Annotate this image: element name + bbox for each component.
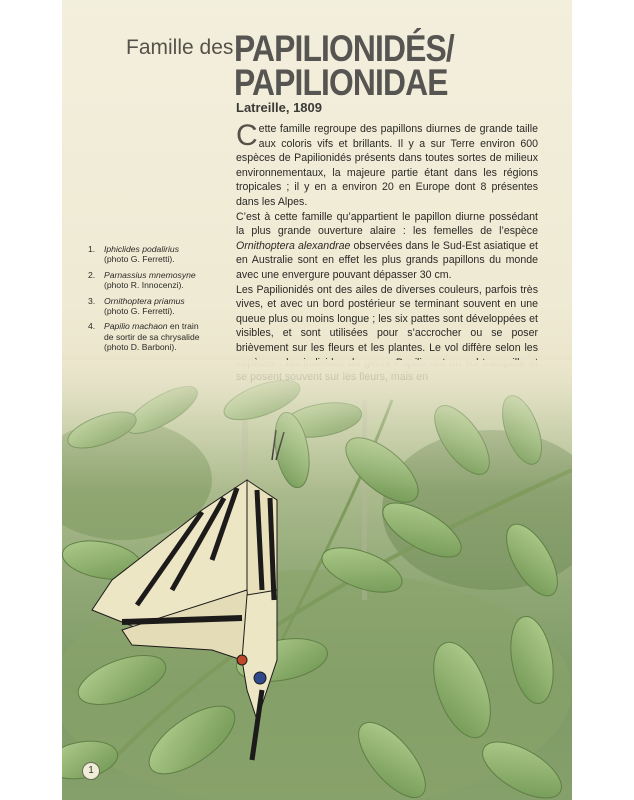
title-line-2: PAPILIONIDAE bbox=[234, 62, 448, 103]
paragraph-1-text: ette famille regroupe des papillons diurnes de grande taille aux coloris vifs et brillants. Il y a sur Terre environ 600 espèces de Papilionidés présents dans toutes sortes de milieux environnementaux, la majeure partie étant dans les régions tropicales ; il y en a environ 20 en Europe dont 8 présentes dans les Alpes. bbox=[236, 123, 538, 208]
photo-captions bbox=[88, 244, 206, 358]
butterfly-photo bbox=[62, 360, 572, 800]
page-title bbox=[234, 28, 454, 103]
family-prefix: Famille des bbox=[126, 36, 234, 59]
title-line-1: PAPILIONIDÉS/ bbox=[234, 28, 454, 69]
paragraph-3: Les Papilionidés ont des ailes de diverses couleurs, parfois très vives, et avec un bord postérieur se terminant souvent en une queue plus ou moins longue ; les six pattes sont développées et visibles, et sont utilisées pour s’accrocher ou se poser brièvement sur les fleurs et les plantes. Le vol diffère selon les bbox=[236, 283, 538, 385]
body-text bbox=[236, 119, 538, 385]
caption-item: 3. Ornithoptera priamus (photo G. Ferretti). bbox=[88, 295, 185, 317]
caption-item: 2. Parnassius mnemosyne (photo R. Innocenzi). bbox=[88, 269, 196, 291]
species-name: Ornithoptera alexandrae bbox=[236, 239, 351, 252]
paragraph-1 bbox=[236, 119, 538, 210]
page bbox=[62, 0, 572, 800]
drop-cap: C bbox=[236, 119, 258, 152]
caption-item: 1. Iphiclides podalirius (photo G. Ferretti). bbox=[88, 244, 179, 265]
paragraph-2: C’est à cette famille qu’appartient le papillon diurne possédant la plus grande ouverture alaire : les femelles de l’espèce Ornithoptera alexandrae observées dans le Sud-Est asiatique et en Australie sont en effet les plus grands papillons du monde avec une envergure pouvant dépasser 30 cm. bbox=[236, 210, 538, 281]
caption-item: 4. Papilio machaon en train de sortir de sa chrysalide (photo D. Barboni). bbox=[88, 321, 200, 353]
author-year: Latreille, 1809 bbox=[236, 100, 322, 115]
page-number: 1 bbox=[82, 762, 100, 780]
